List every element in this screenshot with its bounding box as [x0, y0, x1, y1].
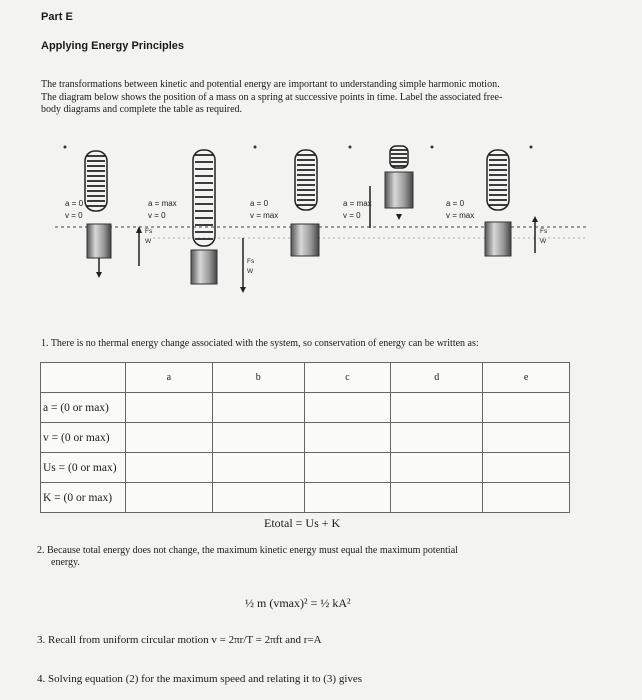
- spring-4: [370, 146, 413, 228]
- answer-cell[interactable]: [391, 393, 483, 423]
- answer-cell[interactable]: [304, 393, 391, 423]
- answer-cell[interactable]: [483, 393, 570, 423]
- pos5-v: v = max: [446, 211, 475, 220]
- answer-cell[interactable]: [126, 423, 213, 453]
- answer-cell[interactable]: [391, 453, 483, 483]
- table-row: [41, 483, 570, 513]
- max-energy-equation: ½ m (vmax)² = ½ kA²: [245, 596, 351, 610]
- pos3-v: v = max: [250, 211, 279, 220]
- section-title: Applying Energy Principles: [41, 40, 185, 52]
- question-1: 1. There is no thermal energy change associated with the system, so conservation of energy can be written as:: [41, 338, 479, 349]
- column-header: e: [483, 363, 570, 393]
- table-header-row: [41, 363, 570, 393]
- answer-cell[interactable]: [391, 423, 483, 453]
- answer-cell[interactable]: [212, 423, 304, 453]
- intro-line: body diagrams and complete the table as required.: [41, 104, 243, 115]
- pos4-a: a = max: [343, 199, 372, 208]
- answer-cell[interactable]: [483, 453, 570, 483]
- row-label: v = (0 or max): [41, 423, 126, 453]
- force-label: Fs: [247, 258, 255, 265]
- force-label: W: [145, 238, 152, 245]
- answer-cell[interactable]: [304, 423, 391, 453]
- row-label: a = (0 or max): [41, 393, 126, 423]
- pos4-v: v = 0: [343, 211, 361, 220]
- pos1-a: a = 0: [65, 199, 84, 208]
- intro-line: The transformations between kinetic and potential energy are important to understanding simple harmonic motion.: [41, 79, 500, 90]
- energy-equation: Etotal = Us + K: [264, 516, 341, 530]
- table-corner-cell: [41, 363, 126, 393]
- row-label: Us = (0 or max): [41, 453, 126, 483]
- question-3: 3. Recall from uniform circular motion v = 2πr/T = 2πft and r=A: [37, 634, 322, 646]
- column-header: c: [304, 363, 391, 393]
- spring-5: [485, 150, 538, 256]
- answer-cell[interactable]: [483, 483, 570, 513]
- answer-cell[interactable]: [126, 453, 213, 483]
- column-header: a: [126, 363, 213, 393]
- table-row: [41, 423, 570, 453]
- question-2-line: energy.: [51, 557, 80, 568]
- force-label: W: [247, 268, 254, 275]
- answer-cell[interactable]: [212, 453, 304, 483]
- force-label: W: [540, 238, 547, 245]
- pos3-a: a = 0: [250, 199, 269, 208]
- energy-table: [40, 362, 570, 513]
- answer-cell[interactable]: [391, 483, 483, 513]
- column-header: b: [212, 363, 304, 393]
- answer-cell[interactable]: [483, 423, 570, 453]
- answer-cell[interactable]: [212, 393, 304, 423]
- intro-paragraph: [41, 79, 601, 117]
- table-row: [41, 453, 570, 483]
- pos5-a: a = 0: [446, 199, 465, 208]
- force-label: Fs: [540, 228, 548, 235]
- answer-cell[interactable]: [126, 393, 213, 423]
- pos2-a: a = max: [148, 199, 177, 208]
- intro-line: The diagram below shows the position of a mass on a spring at successive points in time. Label the associated free-: [41, 91, 503, 103]
- pos2-v: v = 0: [148, 211, 166, 220]
- row-label: K = (0 or max): [41, 483, 126, 513]
- spring-1: [85, 151, 111, 278]
- answer-cell[interactable]: [212, 483, 304, 513]
- pos1-v: v = 0: [65, 211, 83, 220]
- answer-cell[interactable]: [304, 453, 391, 483]
- part-label: Part E: [41, 11, 73, 23]
- question-4: 4. Solving equation (2) for the maximum speed and relating it to (3) gives: [37, 673, 363, 685]
- question-2: [37, 545, 458, 569]
- answer-cell[interactable]: [126, 483, 213, 513]
- spring-mass-diagram: [55, 138, 587, 298]
- force-label: Fs: [145, 228, 153, 235]
- question-2-line: 2. Because total energy does not change, the maximum kinetic energy must equal the maximum potential: [37, 545, 458, 556]
- answer-cell[interactable]: [304, 483, 391, 513]
- table-row: [41, 393, 570, 423]
- column-header: d: [391, 363, 483, 393]
